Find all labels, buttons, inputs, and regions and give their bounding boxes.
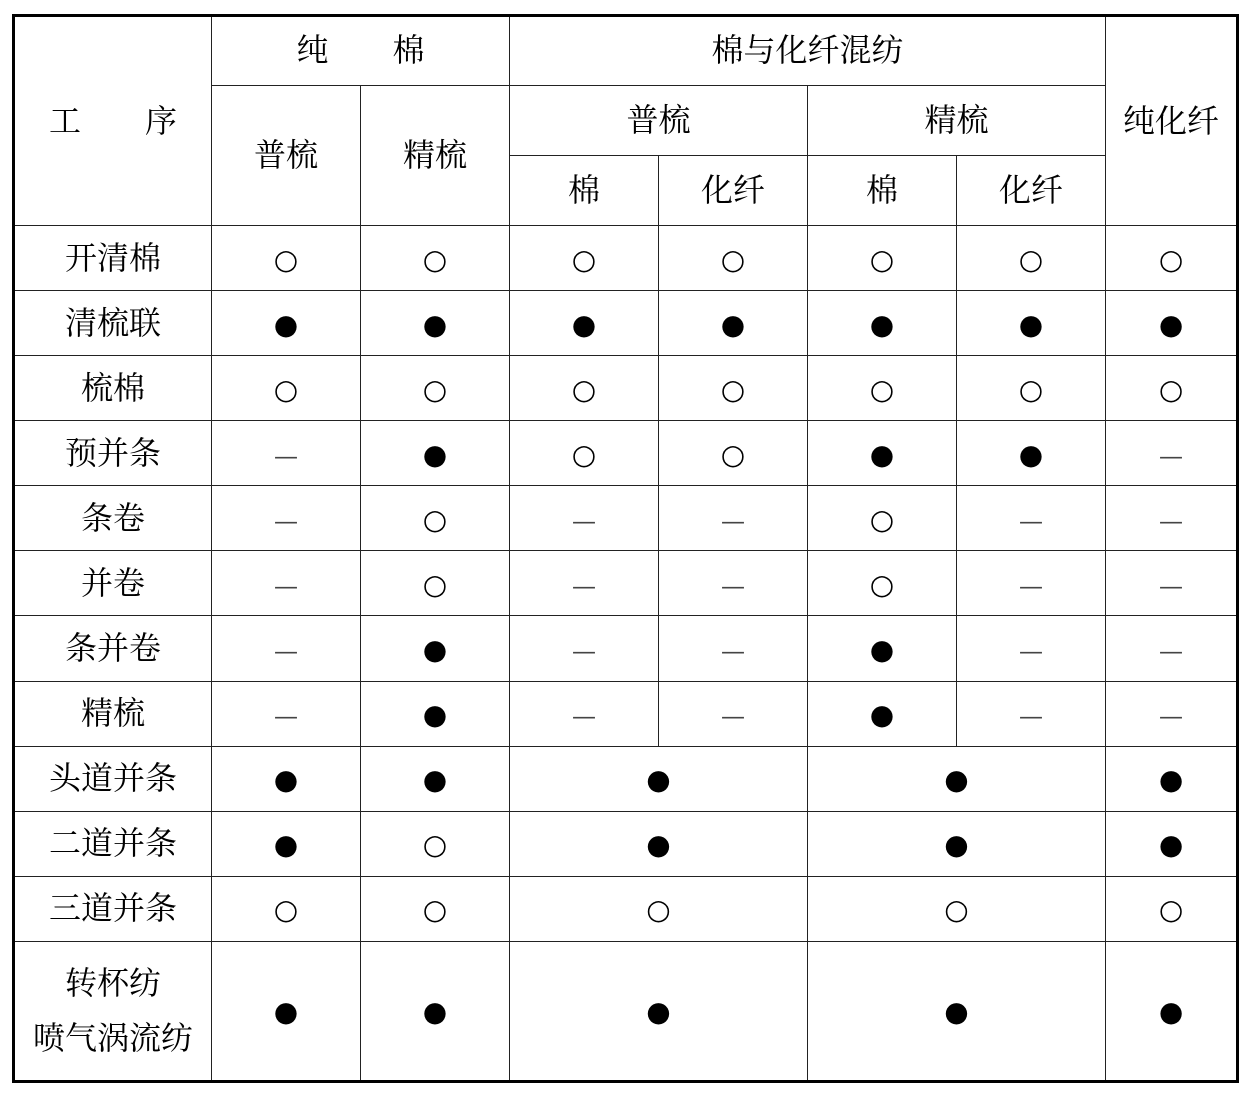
- mark-cell: [361, 876, 510, 941]
- spinning-process-table: [12, 14, 1239, 1083]
- mark-cell: [1106, 616, 1238, 681]
- mark: ●: [869, 632, 895, 666]
- mark-cell: [212, 811, 361, 876]
- mark-cell: [957, 616, 1106, 681]
- mark-cell: [1106, 876, 1238, 941]
- mark: ●: [1018, 307, 1044, 341]
- process-table-container: [12, 14, 1236, 1083]
- mark-cell: [510, 226, 659, 291]
- mark-cell: [957, 421, 1106, 486]
- header-blend-combed-cotton: 棉: [808, 156, 957, 226]
- row-label: 梳棉: [14, 356, 212, 421]
- mark-cell: [510, 356, 659, 421]
- mark: ●: [944, 995, 969, 1029]
- mark-cell: [510, 876, 808, 941]
- mark-cell: [808, 356, 957, 421]
- mark: —: [274, 571, 298, 600]
- mark-cell: [510, 486, 659, 551]
- header-blend-carded-cotton: 棉: [510, 156, 659, 226]
- mark-cell: [361, 616, 510, 681]
- mark: ●: [646, 995, 671, 1029]
- mark-cell: [510, 681, 659, 746]
- mark: —: [721, 701, 746, 730]
- mark-cell: [808, 876, 1106, 941]
- mark: ○: [869, 567, 895, 601]
- mark-cell: [510, 941, 808, 1081]
- mark: ●: [422, 762, 448, 796]
- mark-cell: [361, 551, 510, 616]
- mark: ○: [422, 893, 448, 927]
- mark: ○: [1158, 242, 1184, 276]
- mark-cell: [808, 746, 1106, 811]
- mark-cell: [808, 941, 1106, 1081]
- mark-cell: [212, 356, 361, 421]
- mark-cell: [957, 681, 1106, 746]
- mark: —: [572, 506, 597, 535]
- mark: ○: [720, 372, 746, 406]
- mark: ●: [646, 762, 671, 796]
- mark: —: [1019, 506, 1044, 535]
- row-label: 二道并条: [14, 811, 212, 876]
- mark: —: [1159, 571, 1184, 600]
- mark-cell: [1106, 356, 1238, 421]
- mark-cell: [212, 681, 361, 746]
- mark: ●: [1158, 995, 1184, 1029]
- table-row: [14, 226, 1238, 291]
- mark-cell: [1106, 291, 1238, 356]
- mark-cell: [659, 421, 808, 486]
- mark: ○: [646, 893, 671, 927]
- mark-cell: [1106, 941, 1238, 1081]
- mark-cell: [659, 681, 808, 746]
- mark-cell: [510, 421, 659, 486]
- mark: —: [274, 441, 298, 470]
- mark-cell: [1106, 486, 1238, 551]
- mark: ●: [571, 307, 597, 341]
- row-label: 开清棉: [14, 226, 212, 291]
- mark: —: [274, 701, 298, 730]
- table-row: [14, 876, 1238, 941]
- mark-cell: [212, 226, 361, 291]
- mark: ○: [869, 242, 895, 276]
- mark-cell: [361, 941, 510, 1081]
- mark: ●: [1158, 828, 1184, 862]
- mark: —: [721, 571, 746, 600]
- row-label: 并卷: [14, 551, 212, 616]
- mark-cell: [212, 421, 361, 486]
- mark: ○: [944, 893, 969, 927]
- mark-cell: [659, 486, 808, 551]
- row-label-line-1: 转杯纺: [64, 963, 161, 1002]
- row-label: 清梳联: [14, 291, 212, 356]
- mark: —: [1019, 636, 1044, 665]
- mark-cell: [361, 421, 510, 486]
- header-pure-cotton-combed: 精梳: [361, 86, 510, 226]
- row-label: 条并卷: [14, 616, 212, 681]
- mark-cell: [212, 551, 361, 616]
- mark-cell: [361, 746, 510, 811]
- mark-cell: [808, 226, 957, 291]
- mark: ●: [273, 828, 299, 862]
- mark: ●: [422, 632, 448, 666]
- mark: ●: [944, 828, 969, 862]
- mark-cell: [510, 746, 808, 811]
- table-row: [14, 356, 1238, 421]
- mark: ●: [273, 995, 299, 1029]
- mark-cell: [659, 291, 808, 356]
- row-label: 预并条: [14, 421, 212, 486]
- mark: ○: [1158, 893, 1184, 927]
- header-row-1: [14, 16, 1238, 86]
- table-row: [14, 291, 1238, 356]
- mark: —: [1159, 441, 1184, 470]
- header-blend-carded: 普梳: [510, 86, 808, 156]
- header-blend-carded-fiber: 化纤: [659, 156, 808, 226]
- mark: ●: [944, 762, 969, 796]
- mark: ●: [646, 828, 671, 862]
- mark: —: [1159, 636, 1184, 665]
- mark: ●: [869, 437, 895, 471]
- mark: ●: [422, 995, 448, 1029]
- mark-cell: [361, 486, 510, 551]
- mark-cell: [957, 356, 1106, 421]
- mark-cell: [1106, 421, 1238, 486]
- mark: ○: [1158, 372, 1184, 406]
- mark: ○: [422, 567, 448, 601]
- mark: —: [721, 506, 746, 535]
- mark-cell: [1106, 811, 1238, 876]
- mark-cell: [212, 941, 361, 1081]
- mark-cell: [212, 486, 361, 551]
- mark-cell: [957, 551, 1106, 616]
- header-pure-fiber: 纯化纤: [1106, 16, 1238, 226]
- table-row: [14, 746, 1238, 811]
- mark: ○: [422, 242, 448, 276]
- mark: ○: [1018, 372, 1044, 406]
- mark-cell: [1106, 681, 1238, 746]
- mark-cell: [808, 616, 957, 681]
- mark-cell: [659, 226, 808, 291]
- mark: ●: [869, 697, 895, 731]
- mark: ○: [720, 437, 746, 471]
- mark: —: [274, 636, 298, 665]
- mark-cell: [361, 811, 510, 876]
- mark: ○: [422, 828, 448, 862]
- mark: ●: [1158, 762, 1184, 796]
- mark: —: [572, 571, 597, 600]
- mark-cell: [808, 551, 957, 616]
- mark: ○: [571, 372, 597, 406]
- table-row: [14, 551, 1238, 616]
- mark-cell: [510, 551, 659, 616]
- mark: —: [1019, 571, 1044, 600]
- row-label-line-2: 喷气涡流纺: [32, 1018, 193, 1057]
- row-label: 头道并条: [14, 746, 212, 811]
- mark: ○: [273, 372, 299, 406]
- mark-cell: [1106, 746, 1238, 811]
- header-blend: 棉与化纤混纺: [510, 16, 1106, 86]
- mark-cell: [1106, 551, 1238, 616]
- mark-cell: [808, 681, 957, 746]
- mark: ○: [1018, 242, 1044, 276]
- mark: ○: [422, 372, 448, 406]
- mark: ○: [273, 242, 299, 276]
- mark: —: [1019, 701, 1044, 730]
- header-blend-combed: 精梳: [808, 86, 1106, 156]
- header-pure-cotton: 纯 棉: [212, 16, 510, 86]
- mark-cell: [510, 616, 659, 681]
- mark-cell: [957, 291, 1106, 356]
- table-row: [14, 486, 1238, 551]
- mark: ●: [1018, 437, 1044, 471]
- mark: ●: [273, 762, 299, 796]
- mark-cell: [361, 291, 510, 356]
- mark: —: [721, 636, 746, 665]
- mark: —: [1159, 506, 1184, 535]
- mark-cell: [510, 291, 659, 356]
- mark-cell: [361, 681, 510, 746]
- mark-cell: [1106, 226, 1238, 291]
- row-label: 三道并条: [14, 876, 212, 941]
- mark: ●: [422, 307, 448, 341]
- mark-cell: [212, 291, 361, 356]
- mark: ●: [1158, 307, 1184, 341]
- mark: —: [1159, 701, 1184, 730]
- table-row: [14, 421, 1238, 486]
- row-label: 精梳: [14, 681, 212, 746]
- mark: ○: [273, 893, 299, 927]
- mark-cell: [361, 226, 510, 291]
- mark: ○: [869, 372, 895, 406]
- mark-cell: [808, 486, 957, 551]
- mark-cell: [659, 356, 808, 421]
- mark: ●: [422, 437, 448, 471]
- mark-cell: [510, 811, 808, 876]
- mark: ○: [720, 242, 746, 276]
- table-row: [14, 811, 1238, 876]
- mark: —: [572, 701, 597, 730]
- mark: ○: [571, 437, 597, 471]
- mark-cell: [659, 551, 808, 616]
- mark-cell: [808, 421, 957, 486]
- mark-cell: [957, 486, 1106, 551]
- mark: ●: [720, 307, 746, 341]
- mark-cell: [212, 616, 361, 681]
- mark: —: [274, 506, 298, 535]
- mark-cell: [957, 226, 1106, 291]
- table-row: [14, 941, 1238, 1081]
- header-blend-combed-fiber: 化纤: [957, 156, 1106, 226]
- mark-cell: [659, 616, 808, 681]
- mark-cell: [361, 356, 510, 421]
- row-label: [14, 941, 212, 1081]
- table-row: [14, 681, 1238, 746]
- table-row: [14, 616, 1238, 681]
- mark: ●: [869, 307, 895, 341]
- mark-cell: [212, 746, 361, 811]
- mark: ●: [422, 697, 448, 731]
- mark: —: [572, 636, 597, 665]
- header-pure-cotton-carded: 普梳: [212, 86, 361, 226]
- header-process: 工 序: [14, 16, 212, 226]
- mark: ●: [273, 307, 299, 341]
- mark: ○: [869, 502, 895, 536]
- mark-cell: [808, 291, 957, 356]
- row-label: 条卷: [14, 486, 212, 551]
- mark: ○: [571, 242, 597, 276]
- mark-cell: [808, 811, 1106, 876]
- mark: ○: [422, 502, 448, 536]
- mark-cell: [212, 876, 361, 941]
